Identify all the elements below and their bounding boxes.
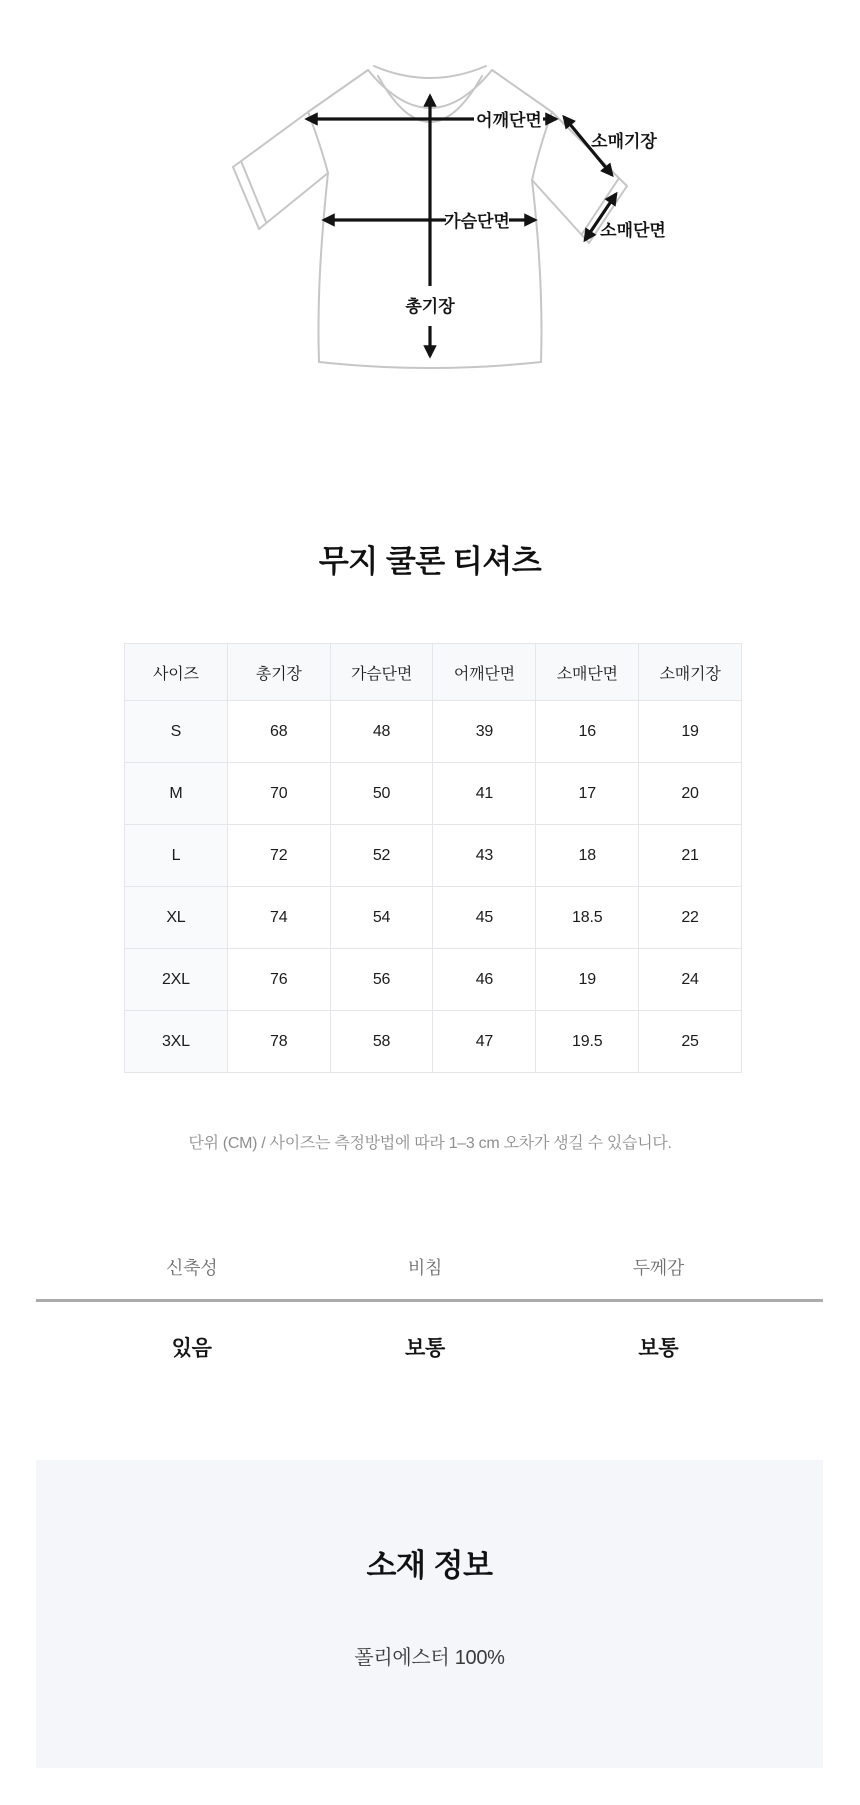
material-panel: [36, 1460, 823, 1768]
value-cell: 76: [227, 949, 330, 1011]
value-cell: 43: [433, 825, 536, 887]
size-guide-diagram: [0, 0, 860, 400]
value-cell: 17: [536, 763, 639, 825]
thickness-label: 두께감: [632, 1258, 684, 1278]
value-cell: 41: [433, 763, 536, 825]
page-title: 무지 쿨론 티셔츠: [318, 544, 542, 579]
value-cell: 70: [227, 763, 330, 825]
value-cell: 48: [330, 701, 433, 763]
value-cell: 47: [433, 1011, 536, 1073]
table-row-l: [125, 825, 742, 887]
table-row-2xl: [125, 949, 742, 1011]
attribute-headers: [75, 1254, 775, 1280]
size-table: [124, 643, 742, 1073]
section-divider: [36, 1299, 823, 1302]
value-cell: 54: [330, 887, 433, 949]
value-cell: 72: [227, 825, 330, 887]
col-header-chest: 가슴단면: [330, 644, 433, 701]
col-header-size: 사이즈: [125, 644, 228, 701]
attribute-values: [75, 1332, 775, 1362]
size-cell: M: [125, 763, 228, 825]
sleeve-width-label: 소매단면: [600, 221, 666, 240]
value-cell: 19.5: [536, 1011, 639, 1073]
table-row-m: [125, 763, 742, 825]
material-heading: 소재 정보: [366, 1548, 493, 1583]
size-cell: S: [125, 701, 228, 763]
stretch-value: 있음: [171, 1337, 212, 1360]
value-cell: 16: [536, 701, 639, 763]
value-cell: 18.5: [536, 887, 639, 949]
value-cell: 45: [433, 887, 536, 949]
table-row-s: [125, 701, 742, 763]
total-length-label: 총기장: [405, 297, 455, 316]
col-header-shoulder: 어깨단면: [433, 644, 536, 701]
value-cell: 18: [536, 825, 639, 887]
size-note: 단위 (CM) / 사이즈는 측정방법에 따라 1–3 cm 오차가 생길 수 있습니다.: [188, 1135, 672, 1152]
col-header-sleeve-width: 소매단면: [536, 644, 639, 701]
thickness-value: 보통: [638, 1337, 679, 1360]
value-cell: 24: [639, 949, 742, 1011]
value-cell: 68: [227, 701, 330, 763]
value-cell: 21: [639, 825, 742, 887]
size-table-header-row: [125, 644, 742, 701]
sheerness-value: 보통: [405, 1337, 445, 1360]
size-cell: L: [125, 825, 228, 887]
value-cell: 39: [433, 701, 536, 763]
size-table-wrap: [124, 643, 742, 1073]
table-row-xl: [125, 887, 742, 949]
value-cell: 58: [330, 1011, 433, 1073]
col-header-total-length: 총기장: [227, 644, 330, 701]
value-cell: 46: [433, 949, 536, 1011]
value-cell: 74: [227, 887, 330, 949]
col-header-sleeve-length: 소매기장: [639, 644, 742, 701]
value-cell: 78: [227, 1011, 330, 1073]
stretch-label: 신축성: [166, 1258, 218, 1278]
shoulder-label: 어깨단면: [476, 111, 542, 130]
value-cell: 22: [639, 887, 742, 949]
size-cell: 2XL: [125, 949, 228, 1011]
value-cell: 19: [536, 949, 639, 1011]
material-content: 폴리에스터 100%: [354, 1647, 505, 1669]
value-cell: 52: [330, 825, 433, 887]
value-cell: 25: [639, 1011, 742, 1073]
size-cell: 3XL: [125, 1011, 228, 1073]
value-cell: 56: [330, 949, 433, 1011]
chest-label: 가슴단면: [444, 212, 510, 231]
value-cell: 50: [330, 763, 433, 825]
table-row-3xl: [125, 1011, 742, 1073]
sheerness-label: 비침: [407, 1258, 443, 1278]
value-cell: 20: [639, 763, 742, 825]
sleeve-length-label: 소매기장: [591, 132, 657, 151]
size-cell: XL: [125, 887, 228, 949]
value-cell: 19: [639, 701, 742, 763]
